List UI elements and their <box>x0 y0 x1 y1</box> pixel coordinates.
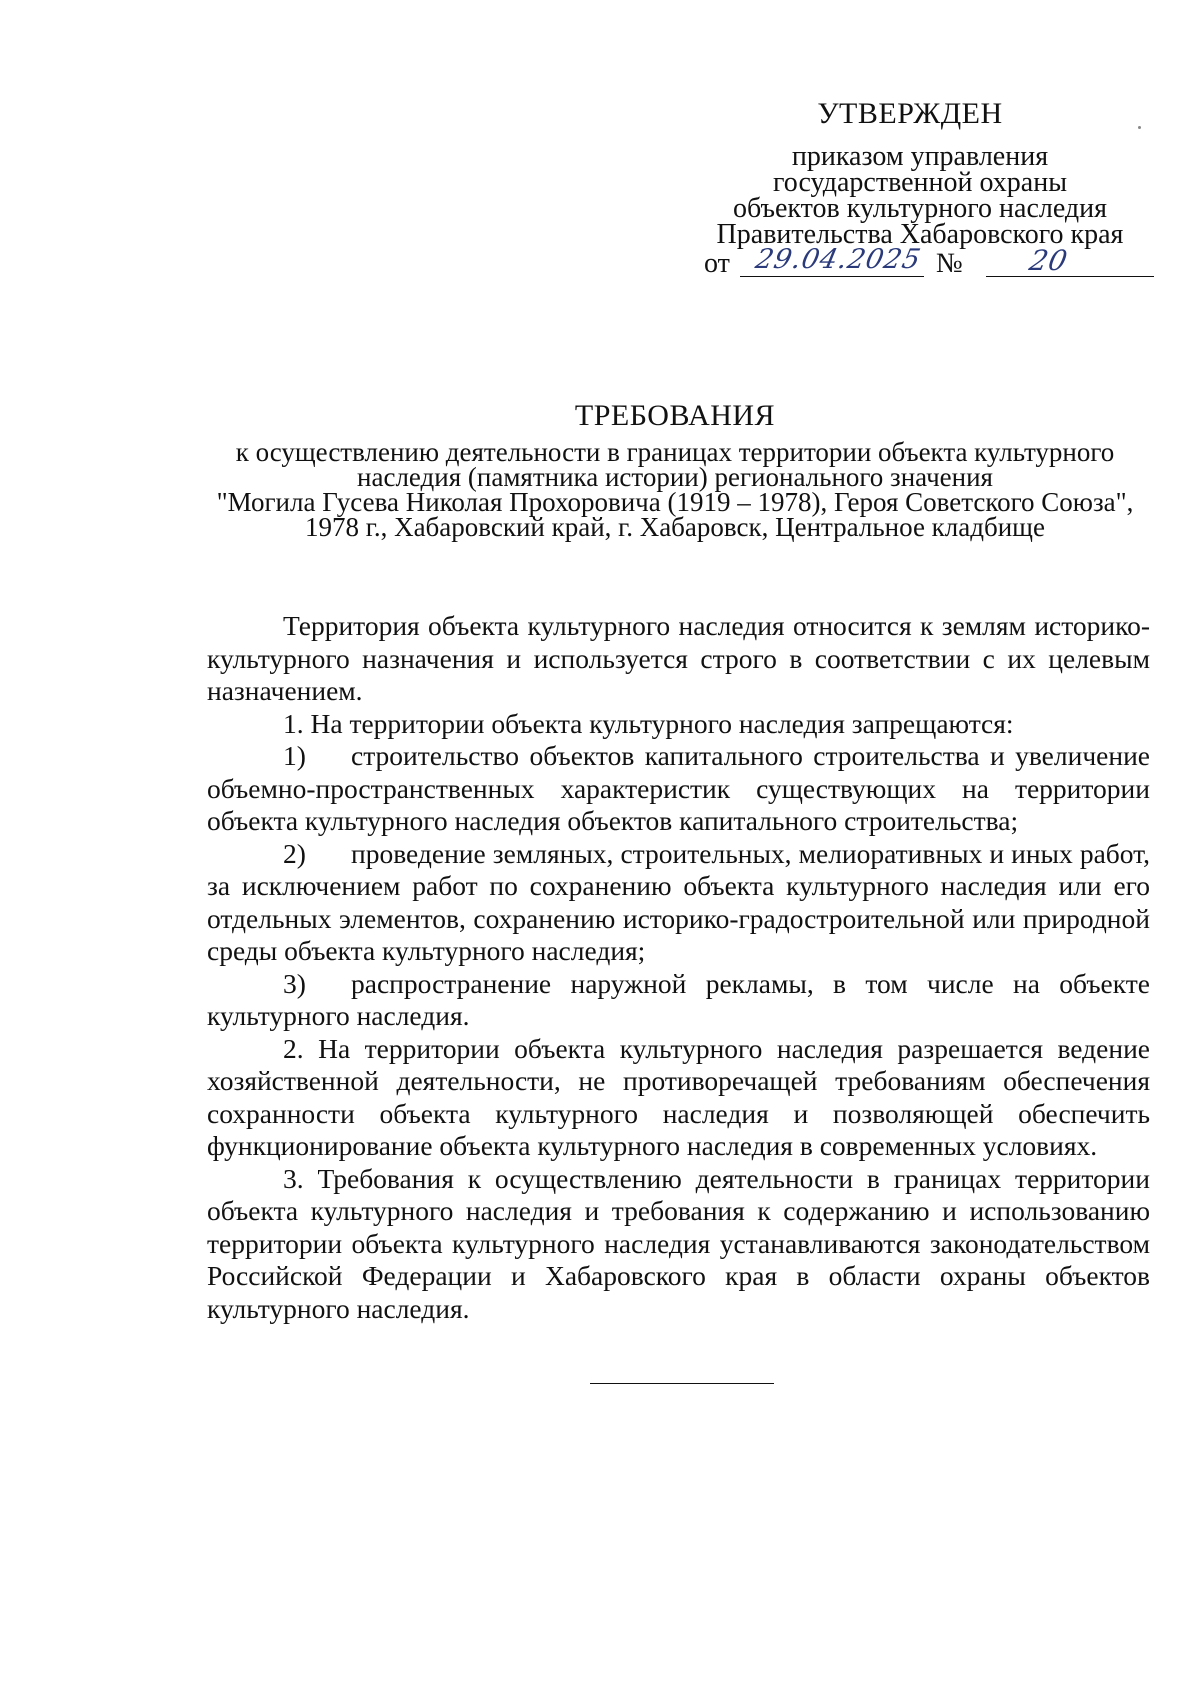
subtitle-line-2: наследия (памятника истории) регионального значения <box>357 462 993 492</box>
subtitle-line-4: 1978 г., Хабаровский край, г. Хабаровск, Центральное кладбище <box>305 512 1045 542</box>
date-prefix: от <box>704 248 730 279</box>
item-1-1-number: 1) <box>283 740 306 771</box>
approval-block <box>690 96 1150 248</box>
item-3: 3. Требования к осуществлению деятельности в границах территории объекта культурного наследия и требования к содержанию и использованию территории объекта культурного наследия устанавливаются законодательством Российской Федерации и Хабаровского края в области охраны объектов культурного наследия. <box>207 1162 1150 1324</box>
handwritten-date: 29.04.2025 <box>752 244 924 275</box>
handwritten-number: 20 <box>1026 244 1072 277</box>
item-1-2 <box>207 838 1150 968</box>
item-1-3-text: распространение наружной рекламы, в том числе на объекте культурного наследия. <box>207 967 1150 1031</box>
approval-line-1: приказом управления <box>791 141 1049 172</box>
date-field <box>740 244 924 277</box>
number-prefix: № <box>936 248 963 279</box>
order-reference <box>704 244 1154 284</box>
approval-line-3: объектов культурного наследия <box>732 193 1108 224</box>
approval-heading: УТВЕРЖДЕН <box>817 97 1003 130</box>
item-1-heading: 1. На территории объекта культурного наследия запрещаются: <box>283 707 1014 739</box>
approval-line-4: Правительства Хабаровского края <box>716 219 1124 250</box>
item-1-3 <box>207 968 1150 1033</box>
document-body <box>207 610 1150 1325</box>
item-1-1 <box>207 740 1150 838</box>
item-1-2-text: проведение земляных, строительных, мелиоративных и иных работ, за исключением работ по сохранению объекта культурного наследия или его отдельных элементов, сохранению историко-градостроительной или природной среды объекта культурного наследия; <box>207 837 1150 966</box>
item-1-2-number: 2) <box>283 837 306 869</box>
item-1-1-text: строительство объектов капитального строительства и увеличение объемно-пространственных характеристик существующих на территории объекта культурного наследия объектов капитального строительства; <box>207 740 1150 836</box>
intro-paragraph: Территория объекта культурного наследия относится к землям историко-культурного назначения и используется строго в соответствии с их целевым назначением. <box>207 610 1150 706</box>
subtitle-line-1: к осуществлению деятельности в границах территории объекта культурного <box>235 437 1115 467</box>
closing-rule <box>590 1383 774 1384</box>
item-1-3-number: 3) <box>283 967 306 999</box>
subtitle-line-3: "Могила Гусева Николая Прохоровича (1919 – 1978), Героя Советского Союза", <box>216 487 1134 517</box>
title-block <box>200 398 1150 540</box>
approval-line-2: государственной охраны <box>772 167 1068 198</box>
item-2: 2. На территории объекта культурного наследия разрешается ведение хозяйственной деятельности, не противоречащей требованиям обеспечения сохранности объекта культурного наследия и позволяющей обеспечить функционирование объекта культурного наследия в современных условиях. <box>207 1032 1150 1161</box>
number-field <box>986 244 1154 277</box>
document-title: ТРЕБОВАНИЯ <box>574 399 776 432</box>
